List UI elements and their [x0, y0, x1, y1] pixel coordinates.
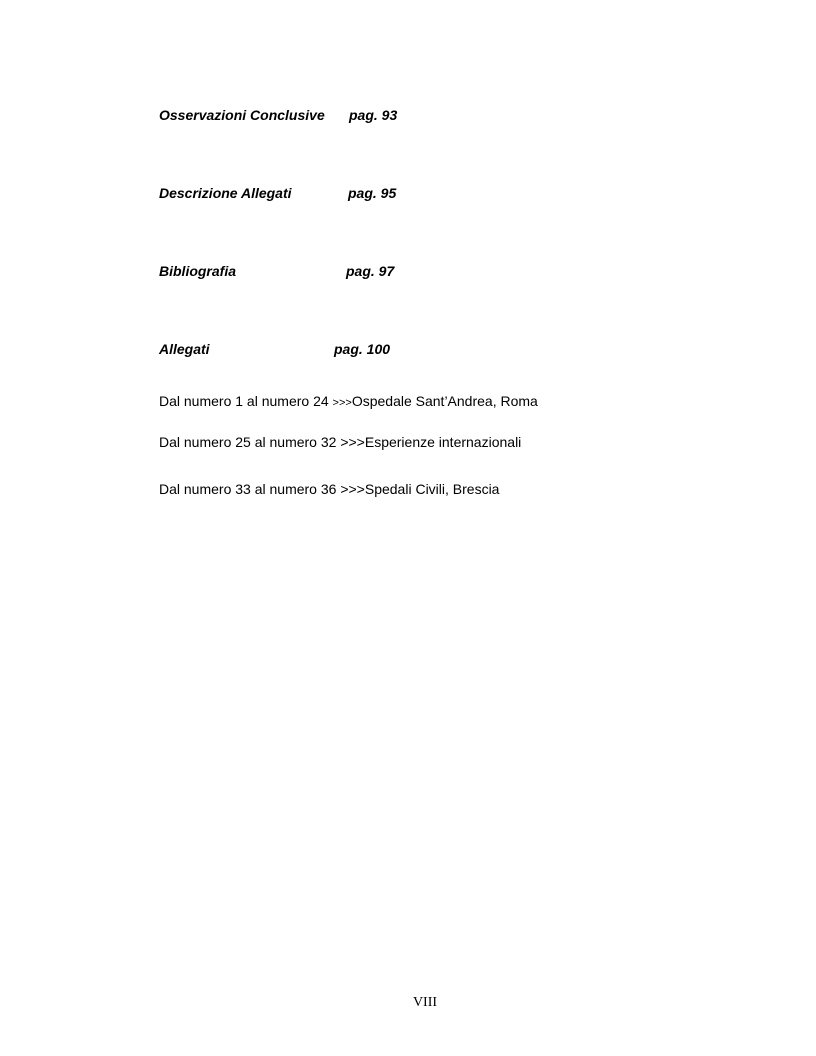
- range-prefix: Dal numero 33 al numero 36: [159, 481, 341, 497]
- toc-page-osservazioni-conclusive: pag. 93: [349, 107, 398, 123]
- range-prefix: Dal numero 1 al numero 24: [159, 393, 333, 409]
- page-number: VIII: [412, 995, 438, 1010]
- range-arrow: >>>: [332, 397, 352, 409]
- range-target: Esperienze internazionali: [364, 434, 522, 450]
- range-target: Spedali Civili, Brescia: [364, 481, 500, 497]
- toc-title-allegati: Allegati: [159, 341, 210, 357]
- toc-title-osservazioni-conclusive: Osservazioni Conclusive: [159, 107, 325, 123]
- attachment-range-line: [159, 433, 521, 451]
- toc-page-allegati: pag. 100: [334, 341, 391, 357]
- toc-page-descrizione-allegati: pag. 95: [348, 185, 397, 201]
- toc-page-bibliografia: pag. 97: [346, 263, 395, 279]
- toc-title-bibliografia: Bibliografia: [159, 263, 237, 279]
- attachment-range-line: [159, 392, 538, 412]
- range-arrow: >>>: [340, 481, 365, 497]
- range-target: Ospedale Sant’Andrea, Roma: [351, 393, 538, 409]
- range-prefix: Dal numero 25 al numero 32: [159, 434, 341, 450]
- toc-title-descrizione-allegati: Descrizione Allegati: [159, 185, 292, 201]
- attachment-range-line: [159, 480, 499, 498]
- range-arrow: >>>: [340, 434, 365, 450]
